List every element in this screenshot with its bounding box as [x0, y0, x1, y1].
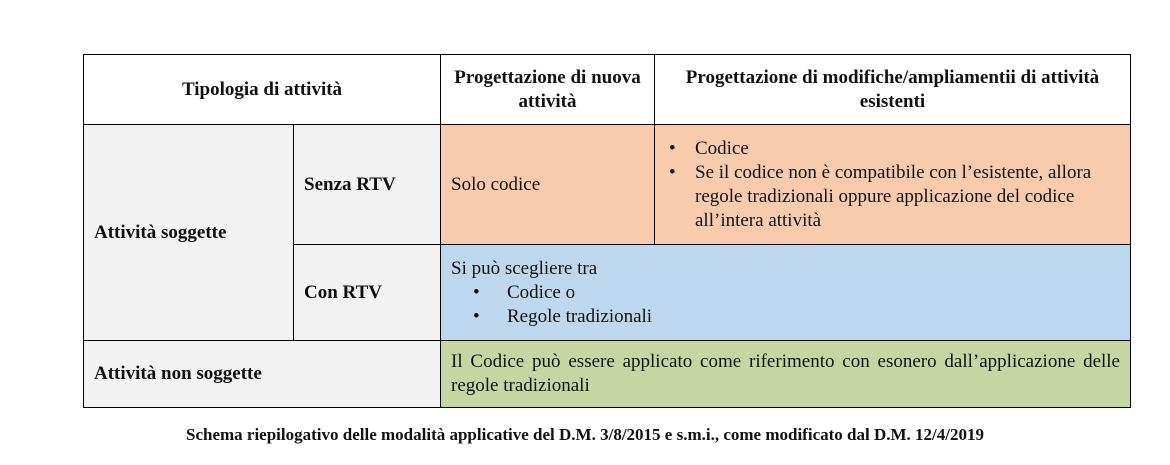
- table-caption: Schema riepilogativo delle modalità applicative del D.M. 3/8/2015 e s.m.i., come modificato dal D.M. 12/4/2019: [186, 425, 984, 444]
- row-non-soggette: [84, 341, 1131, 408]
- list-item: • Se il codice non è compatibile con l’esistente, allora regole tradizionali oppure applicazione del codice all’intera attività: [695, 161, 1120, 233]
- header-row: [84, 55, 1131, 125]
- schema-table: [83, 54, 1131, 408]
- header-modifiche: Progettazione di modifiche/ampliamentii di attività esistenti: [655, 55, 1131, 125]
- list-item: • Codice o: [507, 281, 1120, 305]
- label-senza-rtv: Senza RTV: [294, 125, 441, 245]
- list-item: • Regole tradizionali: [507, 305, 1120, 329]
- cell-solo-codice: Solo codice: [441, 125, 655, 245]
- modifiche-list: [665, 137, 1120, 233]
- con-rtv-intro: Si può scegliere tra: [451, 257, 598, 279]
- label-attivita-non-soggette: Attività non soggette: [84, 341, 441, 408]
- header-nuova-attivita: Progettazione di nuova attività: [441, 55, 655, 125]
- label-con-rtv: Con RTV: [294, 245, 441, 341]
- cell-modifiche-senza-rtv: [655, 125, 1131, 245]
- cell-non-soggette: Il Codice può essere applicato come riferimento con esonero dall’applicazione delle regole tradizionali: [441, 341, 1131, 408]
- label-attivita-soggette: Attività soggette: [84, 125, 294, 341]
- con-rtv-list: [451, 281, 1120, 329]
- cell-con-rtv: [441, 245, 1131, 341]
- row-senza-rtv: [84, 125, 1131, 245]
- header-tipologia: Tipologia di attività: [84, 55, 441, 125]
- list-item: • Codice: [695, 137, 1120, 161]
